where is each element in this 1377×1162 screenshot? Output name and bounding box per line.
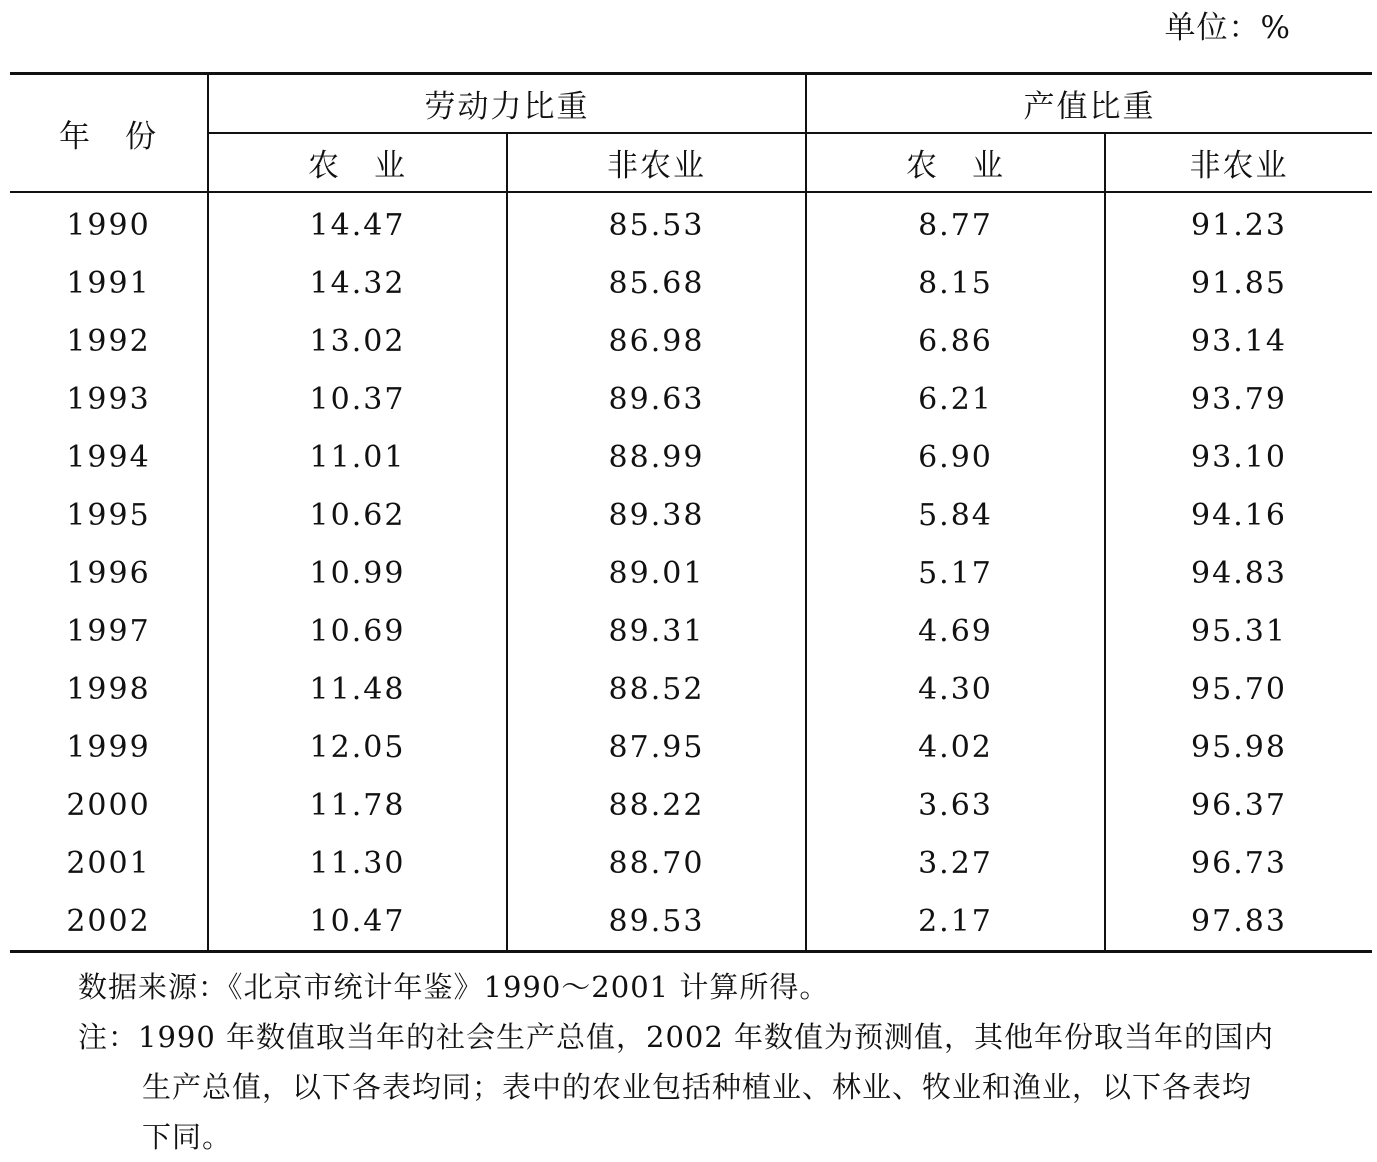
data-table [10,72,1372,953]
output-nonagriculture-header: 非农业 [1105,133,1372,192]
year-cell: 1998 [66,671,151,707]
year-cell: 1995 [66,497,151,533]
labor-nonagriculture-cell: 85.53 [507,192,806,254]
output-nonagriculture-cell: 97.83 [1105,892,1372,952]
table-row [10,192,1372,254]
labor-agriculture-cell: 11.01 [208,428,507,486]
output-nonagriculture-cell: 91.85 [1105,254,1372,312]
year-cell: 2002 [66,903,151,939]
output-nonagriculture-cell: 95.98 [1105,718,1372,776]
footnote-line-3: 下同。 [142,1120,233,1154]
year-cell: 1990 [66,207,151,243]
output-nonagriculture-cell: 94.16 [1105,486,1372,544]
table-row [10,254,1372,312]
output-agriculture-cell: 4.02 [806,718,1105,776]
labor-agriculture-header: 农 业 [208,133,507,192]
table-row [10,834,1372,892]
output-agriculture-cell: 4.69 [806,602,1105,660]
table-row [10,486,1372,544]
output-nonagriculture-cell: 95.31 [1105,602,1372,660]
year-cell: 1999 [66,729,151,765]
table-row [10,718,1372,776]
output-nonagriculture-cell: 96.73 [1105,834,1372,892]
labor-agriculture-cell: 11.78 [208,776,507,834]
labor-agriculture-cell: 14.47 [208,192,507,254]
labor-nonagriculture-cell: 89.63 [507,370,806,428]
table-row [10,776,1372,834]
table-row [10,428,1372,486]
year-cell: 1992 [66,323,151,359]
labor-agriculture-cell: 11.30 [208,834,507,892]
source-note: 数据来源：《北京市统计年鉴》1990～2001 计算所得。 [78,970,830,1004]
table-row [10,892,1372,952]
labor-nonagriculture-cell: 89.31 [507,602,806,660]
table-row [10,660,1372,718]
table-row [10,544,1372,602]
output-agriculture-cell: 8.15 [806,254,1105,312]
output-nonagriculture-cell: 93.79 [1105,370,1372,428]
output-nonagriculture-cell: 95.70 [1105,660,1372,718]
labor-nonagriculture-cell: 86.98 [507,312,806,370]
labor-nonagriculture-cell: 88.22 [507,776,806,834]
labor-nonagriculture-cell: 89.01 [507,544,806,602]
labor-nonagriculture-cell: 88.70 [507,834,806,892]
output-nonagriculture-cell: 94.83 [1105,544,1372,602]
labor-agriculture-cell: 11.48 [208,660,507,718]
output-nonagriculture-cell: 96.37 [1105,776,1372,834]
labor-nonagriculture-cell: 89.38 [507,486,806,544]
output-nonagriculture-cell: 91.23 [1105,192,1372,254]
table-header [10,74,1372,193]
labor-agriculture-cell: 10.99 [208,544,507,602]
labor-nonagriculture-cell: 87.95 [507,718,806,776]
output-agriculture-cell: 6.21 [806,370,1105,428]
output-agriculture-cell: 2.17 [806,892,1105,952]
labor-nonagriculture-header: 非农业 [507,133,806,192]
year-cell: 1991 [66,265,151,301]
year-cell: 1997 [66,613,151,649]
year-cell: 2000 [66,787,151,823]
output-nonagriculture-cell: 93.14 [1105,312,1372,370]
table-row [10,312,1372,370]
footnote-line-2: 生产总值，以下各表均同；表中的农业包括种植业、林业、牧业和渔业，以下各表均 [142,1070,1253,1104]
output-nonagriculture-cell: 93.10 [1105,428,1372,486]
labor-agriculture-cell: 10.62 [208,486,507,544]
output-share-header: 产值比重 [806,74,1372,134]
labor-nonagriculture-cell: 85.68 [507,254,806,312]
labor-share-header: 劳动力比重 [208,74,806,134]
year-cell: 2001 [66,845,151,881]
labor-nonagriculture-cell: 89.53 [507,892,806,952]
output-agriculture-header: 农 业 [806,133,1105,192]
table-row [10,370,1372,428]
labor-agriculture-cell: 10.69 [208,602,507,660]
table-body [10,192,1372,952]
labor-agriculture-cell: 13.02 [208,312,507,370]
output-agriculture-cell: 8.77 [806,192,1105,254]
output-agriculture-cell: 3.27 [806,834,1105,892]
notes [78,962,1368,1162]
output-agriculture-cell: 5.17 [806,544,1105,602]
labor-agriculture-cell: 10.47 [208,892,507,952]
output-agriculture-cell: 5.84 [806,486,1105,544]
table-row [10,602,1372,660]
labor-agriculture-cell: 10.37 [208,370,507,428]
labor-nonagriculture-cell: 88.52 [507,660,806,718]
footnote-line-1: 注：1990 年数值取当年的社会生产总值，2002 年数值为预测值，其他年份取当年的国内 [78,1020,1275,1054]
year-cell: 1993 [66,381,151,417]
output-agriculture-cell: 4.30 [806,660,1105,718]
unit-label: 单位：% [1164,10,1291,46]
output-agriculture-cell: 6.90 [806,428,1105,486]
year-column-header: 年 份 [10,74,208,193]
output-agriculture-cell: 3.63 [806,776,1105,834]
labor-agriculture-cell: 14.32 [208,254,507,312]
labor-nonagriculture-cell: 88.99 [507,428,806,486]
year-cell: 1994 [66,439,151,475]
output-agriculture-cell: 6.86 [806,312,1105,370]
year-cell: 1996 [66,555,151,591]
labor-agriculture-cell: 12.05 [208,718,507,776]
